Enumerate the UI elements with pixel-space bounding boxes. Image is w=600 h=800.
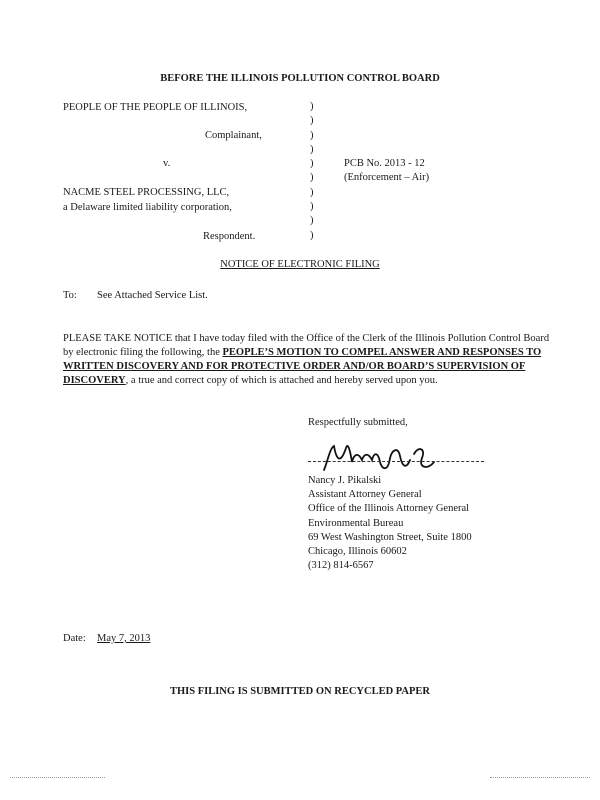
- recycled-paper-note: THIS FILING IS SUBMITTED ON RECYCLED PAPER: [169, 686, 431, 697]
- signer-name: Nancy J. Pikalski: [308, 475, 382, 486]
- notice-body: [63, 332, 553, 388]
- signature-line: [308, 461, 484, 462]
- paren: ): [310, 201, 314, 213]
- date-value: May 7, 2013: [97, 633, 151, 644]
- signer-city: Chicago, Illinois 60602: [308, 546, 407, 558]
- plaintiff-name: PEOPLE OF THE PEOPLE OF ILLINOIS,: [63, 102, 248, 113]
- paren: ): [310, 115, 314, 127]
- paren: ): [310, 186, 314, 198]
- board-title: BEFORE THE ILLINOIS POLLUTION CONTROL BOARD: [160, 73, 440, 84]
- signer-street: 69 West Washington Street, Suite 1800: [308, 531, 472, 543]
- caption-divider: [310, 100, 320, 243]
- scan-artifact: [490, 777, 590, 778]
- signer-office: Office of the Illinois Attorney General: [308, 503, 470, 515]
- signature-block: [308, 474, 472, 573]
- paren: ): [310, 101, 314, 112]
- versus-label: v.: [163, 158, 171, 169]
- signer-bureau: Environmental Bureau: [308, 517, 404, 529]
- case-type: (Enforcement – Air): [344, 172, 430, 183]
- paren: ): [310, 229, 314, 241]
- body-intro: PLEASE TAKE NOTICE that I have today filed with the Office of the Clerk of the Illinois Pollution Control Board by electronic filing the following, the: [63, 333, 550, 358]
- handwritten-signature-icon: [318, 440, 468, 476]
- to-label: To:: [63, 290, 77, 301]
- paren: ): [310, 172, 314, 184]
- defendant-description: a Delaware limited liability corporation,: [63, 202, 232, 213]
- paren: ): [310, 158, 314, 170]
- paren: ): [310, 143, 314, 155]
- closing: Respectfully submitted,: [308, 417, 408, 428]
- date-label: Date:: [63, 633, 86, 644]
- motion-title: PEOPLE’S MOTION TO COMPEL ANSWER AND RESPONSES TO WRITTEN DISCOVERY AND FOR PROTECTIVE ORDER AND/OR BOARD’S SUPERVISION OF DISCOVERY: [63, 347, 542, 386]
- body-tail: , a true and correct copy of which is attached and hereby served upon you.: [125, 375, 438, 386]
- to-value: See Attached Service List.: [97, 290, 208, 301]
- defendant-name: NACME STEEL PROCESSING, LLC,: [63, 187, 230, 198]
- complainant-label: Complainant,: [205, 130, 262, 141]
- respondent-label: Respondent.: [203, 231, 256, 242]
- paren: ): [310, 129, 314, 141]
- signer-phone: (312) 814-6567: [308, 560, 374, 572]
- paren: ): [310, 215, 314, 227]
- signer-title: Assistant Attorney General: [308, 489, 422, 501]
- scan-artifact: [10, 777, 105, 778]
- notice-title: NOTICE OF ELECTRONIC FILING: [220, 259, 380, 270]
- case-number: PCB No. 2013 - 12: [344, 158, 425, 169]
